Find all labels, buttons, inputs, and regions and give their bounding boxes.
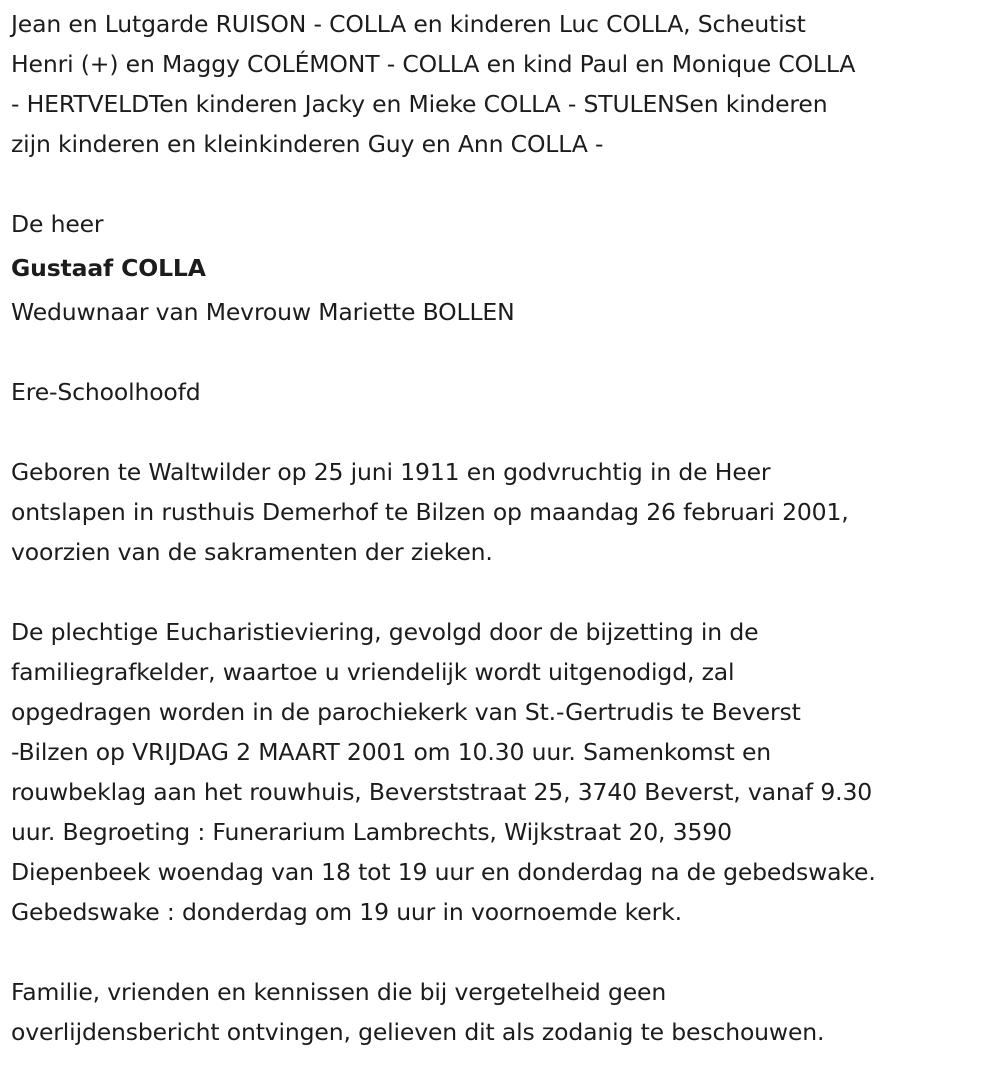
family-line: zijn kinderen en kleinkinderen Guy en Ann COLLA - [11, 130, 604, 158]
family-line: - HERTVELDTen kinderen Jacky en Mieke COLLA - STULENSen kinderen [11, 90, 828, 118]
notice-paragraph [11, 972, 996, 1052]
family-paragraph [11, 4, 996, 164]
family-line: Henri (+) en Maggy COLÉMONT - COLLA en kind Paul en Monique COLLA [11, 50, 856, 78]
paragraph-gap [11, 332, 996, 372]
paragraph-gap [11, 932, 996, 972]
paragraph-gap [11, 412, 996, 452]
service-line: familiegrafkelder, waartoe u vriendelijk wordt uitgenodigd, zal [11, 658, 735, 686]
service-line: Gebedswake : donderdag om 19 uur in voornoemde kerk. [11, 898, 682, 926]
birth-death-paragraph [11, 452, 996, 572]
service-line: uur. Begroeting : Funerarium Lambrechts, Wijkstraat 20, 3590 [11, 818, 732, 846]
deceased-name: Gustaaf COLLA [11, 254, 206, 282]
deceased-title [11, 204, 996, 244]
service-paragraph [11, 612, 996, 932]
service-line: rouwbeklag aan het rouwhuis, Beverststraat 25, 3740 Beverst, vanaf 9.30 [11, 778, 873, 806]
obituary-document [11, 0, 996, 1052]
paragraph-gap [11, 572, 996, 612]
widower-line [11, 292, 996, 332]
profession-text: Ere-Schoolhoofd [11, 378, 201, 406]
service-line: opgedragen worden in de parochiekerk van St.-Gertrudis te Beverst [11, 698, 801, 726]
service-line: Diepenbeek woendag van 18 tot 19 uur en donderdag na de gebedswake. [11, 858, 876, 886]
paragraph-gap [11, 164, 996, 204]
birth-death-line: voorzien van de sakramenten der zieken. [11, 538, 493, 566]
family-line: Jean en Lutgarde RUISON - COLLA en kinderen Luc COLLA, Scheutist [11, 10, 806, 38]
widower-text: Weduwnaar van Mevrouw Mariette BOLLEN [11, 298, 515, 326]
profession-line [11, 372, 996, 412]
title-text: De heer [11, 210, 104, 238]
service-line: De plechtige Eucharistieviering, gevolgd door de bijzetting in de [11, 618, 759, 646]
notice-line: Familie, vrienden en kennissen die bij vergetelheid geen [11, 978, 667, 1006]
deceased-name-block [11, 244, 996, 292]
notice-line: overlijdensbericht ontvingen, gelieven dit als zodanig te beschouwen. [11, 1018, 825, 1046]
birth-death-line: Geboren te Waltwilder op 25 juni 1911 en godvruchtig in de Heer [11, 458, 771, 486]
service-line: -Bilzen op VRIJDAG 2 MAART 2001 om 10.30 uur. Samenkomst en [11, 738, 772, 766]
birth-death-line: ontslapen in rusthuis Demerhof te Bilzen op maandag 26 februari 2001, [11, 498, 849, 526]
